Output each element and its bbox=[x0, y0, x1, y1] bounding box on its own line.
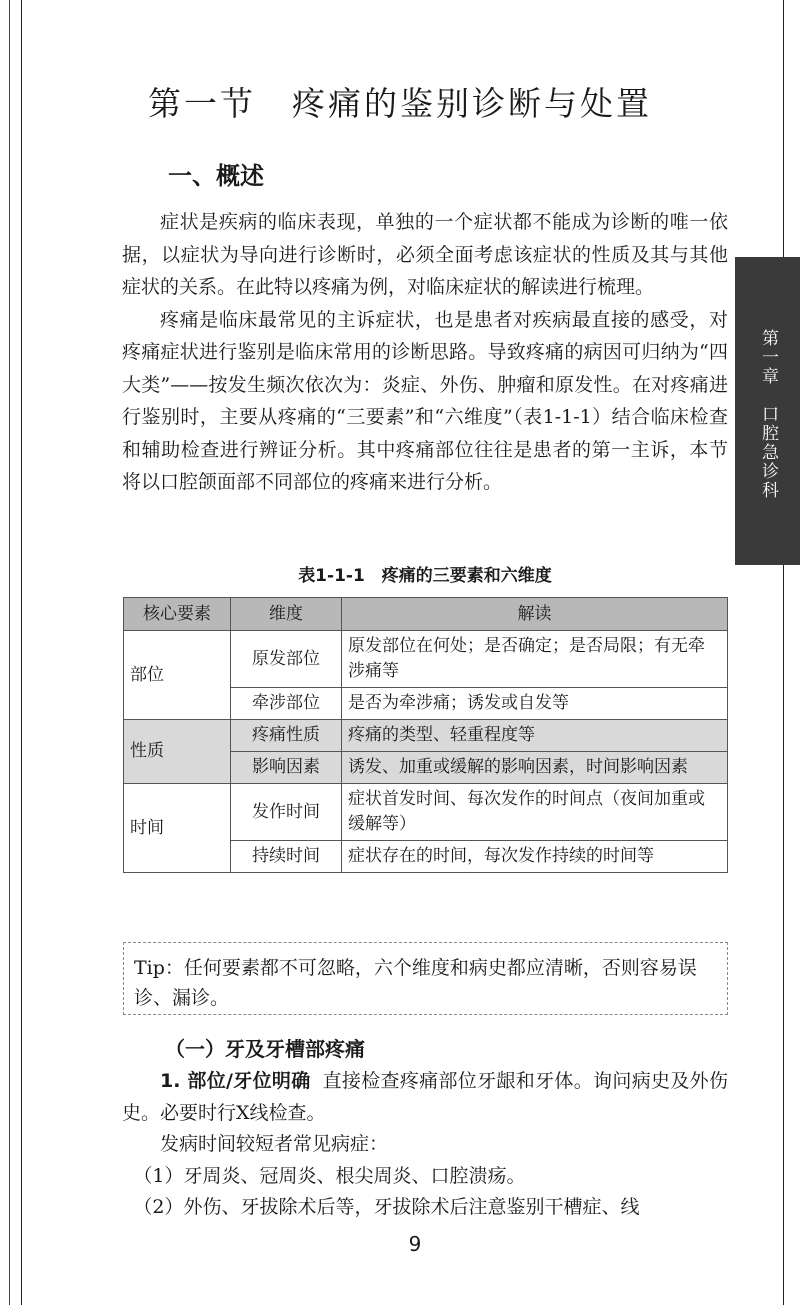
table-header-row bbox=[124, 598, 728, 631]
reading-cell: 诱发、加重或缓解的影响因素，时间影响因素 bbox=[342, 752, 728, 784]
table-row bbox=[124, 720, 728, 752]
dimension-cell: 牵涉部位 bbox=[231, 688, 342, 720]
header-dimension: 维度 bbox=[231, 598, 342, 631]
reading-cell: 原发部位在何处；是否确定；是否局限；有无牵涉痛等 bbox=[342, 631, 728, 688]
list-item: （1）牙周炎、冠周炎、根尖周炎、口腔溃疡。 bbox=[133, 1164, 526, 1187]
subsection-line: 发病时间较短者常见病症： bbox=[160, 1133, 389, 1155]
reading-cell: 是否为牵涉痛；诱发或自发等 bbox=[342, 688, 728, 720]
page-number: 9 bbox=[408, 1232, 422, 1256]
chapter-side-tab bbox=[735, 257, 800, 565]
reading-cell: 疼痛的类型、轻重程度等 bbox=[342, 720, 728, 752]
section-title: 第一节 疼痛的鉴别诊断与处置 bbox=[148, 84, 652, 123]
dimension-cell: 持续时间 bbox=[231, 841, 342, 873]
outer-margin-line bbox=[0, 0, 10, 1305]
core-element-cell: 部位 bbox=[124, 631, 231, 720]
dimension-cell: 发作时间 bbox=[231, 784, 342, 841]
subsection-paragraph bbox=[122, 1066, 728, 1129]
pain-table bbox=[123, 597, 728, 873]
paragraph-2: 疼痛是临床最常见的主诉症状，也是患者对疾病最直接的感受，对疼痛症状进行鉴别是临床常用的诊断思路。导致疼痛的病因可归纳为“四大类”——按发生频次依次为：炎症、外伤、肿瘤和原发性。在对疼痛进行鉴别时，主要从疼痛的“三要素”和“六维度”（表1-1-1）结合临床检查和辅助检查进行辨证分析。其中疼痛部位往往是患者的第一主诉，本节将以口腔颌面部不同部位的疼痛来进行分析。 bbox=[122, 308, 728, 493]
table-caption: 表1-1-1 疼痛的三要素和六维度 bbox=[298, 566, 552, 586]
header-reading: 解读 bbox=[342, 598, 728, 631]
chapter-side-tab-label: 第一章 口腔急诊科 bbox=[758, 329, 778, 500]
core-element-cell: 性质 bbox=[124, 720, 231, 784]
core-element-cell: 时间 bbox=[124, 784, 231, 873]
dimension-cell: 疼痛性质 bbox=[231, 720, 342, 752]
list-item: （2）外伤、牙拔除术后等，牙拔除术后注意鉴别干槽症、线 bbox=[133, 1196, 640, 1218]
subsection-lead: 1. 部位/牙位明确 bbox=[160, 1070, 311, 1092]
heading-overview: 一、概述 bbox=[168, 162, 264, 190]
reading-cell: 症状首发时间、每次发作的时间点（夜间加重或缓解等） bbox=[342, 784, 728, 841]
tip-box bbox=[123, 942, 728, 1015]
overview-body bbox=[122, 206, 728, 499]
table-row bbox=[124, 631, 728, 688]
dimension-cell: 影响因素 bbox=[231, 752, 342, 784]
header-core-element: 核心要素 bbox=[124, 598, 231, 631]
paragraph-1: 症状是疾病的临床表现，单独的一个症状都不能成为诊断的唯一依据，以症状为导向进行诊断时，必须全面考虑该症状的性质及其与其他症状的关系。在此特以疼痛为例，对临床症状的解读进行梳理。 bbox=[122, 211, 728, 298]
tip-text: Tip：任何要素都不可忽略，六个维度和病史都应清晰，否则容易误诊、漏诊。 bbox=[134, 957, 697, 1009]
table-row bbox=[124, 784, 728, 841]
subsection-text: 直接检查疼痛部位牙龈和牙体。询问病史及外伤史。必要时行X线检查。 bbox=[122, 1070, 728, 1124]
dimension-cell: 原发部位 bbox=[231, 631, 342, 688]
reading-cell: 症状存在的时间，每次发作持续的时间等 bbox=[342, 841, 728, 873]
tooth-pain-body bbox=[122, 1066, 728, 1224]
heading-tooth-pain: （一）牙及牙槽部疼痛 bbox=[165, 1037, 365, 1061]
